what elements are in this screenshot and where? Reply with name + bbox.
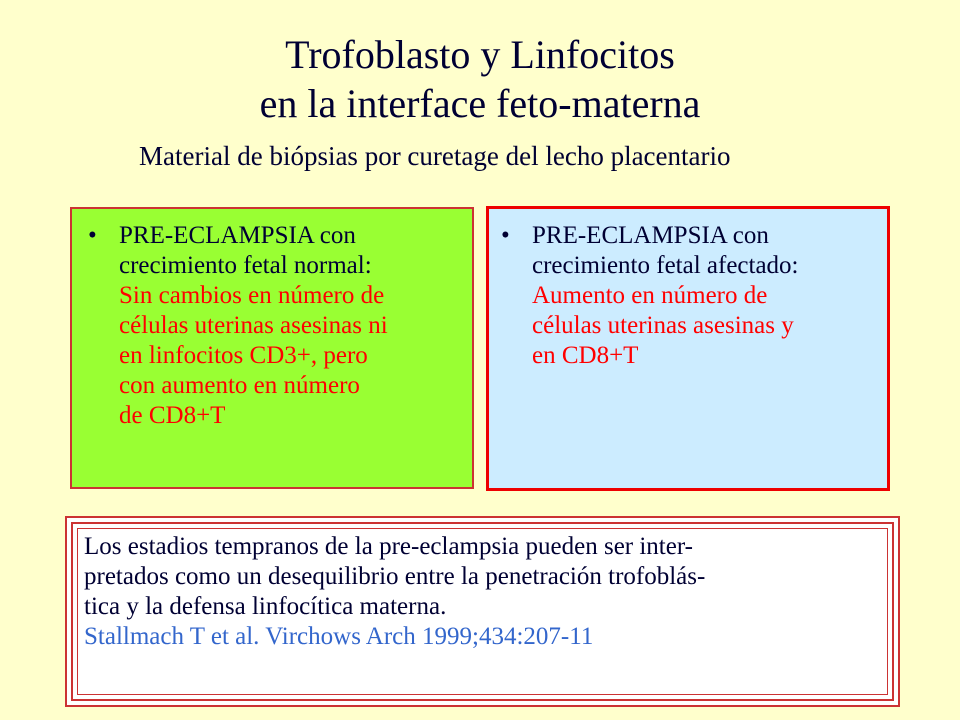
slide-title-line-2: en la interface feto-materna	[259, 81, 701, 126]
normal-growth-finding-line-5: de CD8+T	[119, 402, 226, 429]
affected-growth-bullet-item	[501, 221, 886, 371]
affected-growth-text	[532, 221, 886, 371]
normal-growth-finding-line-3: en linfocitos CD3+, pero	[119, 342, 368, 369]
affected-growth-heading-line-2: crecimiento fetal afectado:	[532, 252, 799, 279]
conclusion-line-3: tica y la defensa linfocítica materna.	[84, 593, 447, 620]
slide-title	[0, 30, 960, 128]
normal-growth-finding-line-2: células uterinas asesinas ni	[119, 312, 388, 339]
slide-title-line-1: Trofoblasto y Linfocitos	[285, 32, 675, 77]
normal-growth-finding-line-4: con aumento en número	[119, 372, 360, 399]
normal-growth-heading-line-2: crecimiento fetal normal:	[119, 252, 372, 279]
normal-growth-bullet-item	[88, 221, 468, 431]
normal-growth-box	[70, 207, 474, 489]
affected-growth-box	[486, 206, 890, 491]
normal-growth-finding-line-1: Sin cambios en número de	[119, 282, 385, 309]
conclusion-text	[84, 532, 884, 652]
affected-growth-finding-line-3: en CD8+T	[532, 342, 639, 369]
normal-growth-text	[119, 221, 468, 431]
affected-growth-finding-line-1: Aumento en número de	[532, 282, 768, 309]
conclusion-box	[65, 516, 900, 707]
affected-growth-finding-line-2: células uterinas asesinas y	[532, 312, 794, 339]
normal-growth-heading-line-1: PRE-ECLAMPSIA con	[119, 222, 356, 249]
conclusion-line-2: pretados como un desequilibrio entre la penetración trofoblás-	[84, 563, 706, 590]
conclusion-line-1: Los estadios tempranos de la pre-eclampsia pueden ser inter-	[84, 533, 693, 560]
affected-growth-heading-line-1: PRE-ECLAMPSIA con	[532, 222, 769, 249]
slide-subtitle: Material de biópsias por curetage del lecho placentario	[139, 141, 731, 171]
citation: Stallmach T et al. Virchows Arch 1999;434:207-11	[84, 623, 594, 650]
bullet-icon: •	[88, 222, 97, 249]
bullet-icon: •	[501, 222, 510, 249]
